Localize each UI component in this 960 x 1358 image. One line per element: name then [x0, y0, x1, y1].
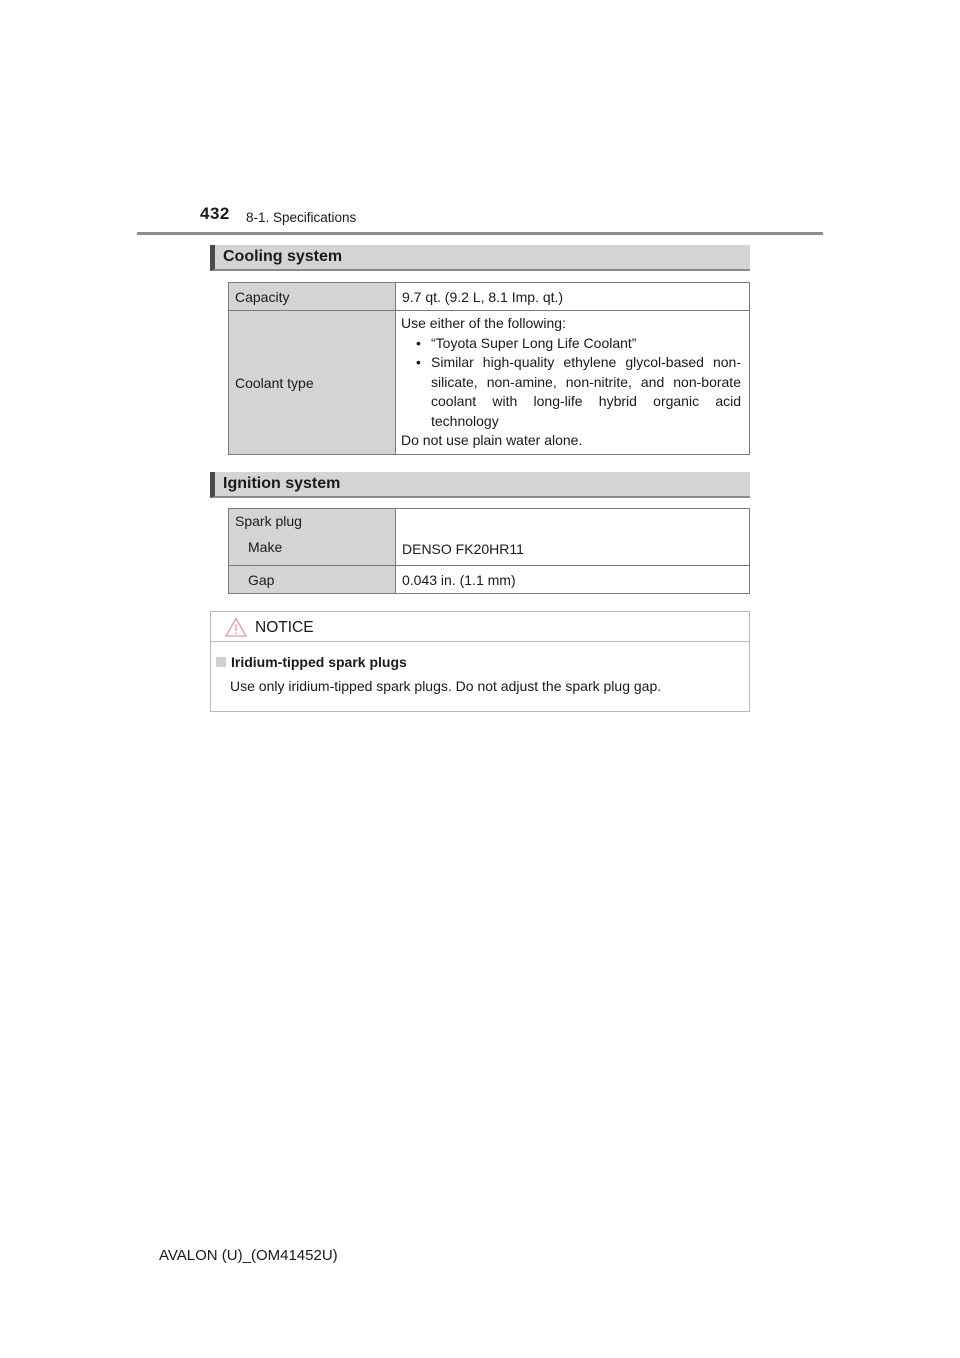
- make-label: Make: [248, 539, 283, 555]
- bullet-square-icon: [216, 657, 226, 667]
- notice-subtitle-text: Iridium-tipped spark plugs: [231, 654, 407, 670]
- ignition-spec-table: [228, 508, 750, 594]
- capacity-label: Capacity: [229, 283, 396, 311]
- table-row: [229, 283, 750, 311]
- coolant-note: Do not use plain water alone.: [401, 432, 583, 449]
- notice-subtitle: [216, 654, 407, 670]
- gap-value: 0.043 in. (1.1 mm): [396, 566, 750, 594]
- coolant-type-label: Coolant type: [229, 311, 396, 455]
- list-item: • “Toyota Super Long Life Coolant”: [401, 334, 741, 354]
- ignition-section-heading: [210, 472, 750, 498]
- table-row: [229, 509, 750, 566]
- notice-box: [210, 611, 750, 712]
- notice-title: NOTICE: [255, 619, 314, 636]
- capacity-value: 9.7 qt. (9.2 L, 8.1 Imp. qt.): [396, 283, 750, 311]
- gap-label: Gap: [248, 571, 275, 588]
- cooling-spec-table: [228, 282, 750, 455]
- footer-model-code: AVALON (U)_(OM41452U): [159, 1247, 338, 1264]
- chapter-title: 8-1. Specifications: [246, 210, 357, 225]
- warning-triangle-icon: [225, 617, 247, 637]
- table-row: [229, 311, 750, 455]
- cooling-section-title: Cooling system: [223, 248, 343, 265]
- table-row: [229, 566, 750, 594]
- list-item: • Similar high-quality ethylene glycol-based non-silicate, non-amine, non-nitrite, and non-borate coolant with long-life hybrid organic acid technology: [401, 353, 741, 431]
- make-value: DENSO FK20HR11: [402, 541, 524, 557]
- header-rule: [137, 232, 823, 235]
- coolant-list: [401, 334, 741, 432]
- spark-plug-label: Spark plug: [235, 513, 302, 529]
- make-value-cell: [396, 509, 750, 566]
- notice-header: [211, 612, 749, 642]
- cooling-section-heading: [210, 245, 750, 271]
- ignition-section-title: Ignition system: [223, 475, 341, 492]
- gap-label-cell: [229, 566, 396, 594]
- spark-plug-cell: [229, 509, 396, 566]
- notice-body: Use only iridium-tipped spark plugs. Do not adjust the spark plug gap.: [230, 678, 662, 694]
- coolant-intro: Use either of the following:: [401, 315, 566, 332]
- coolant-type-value: [396, 311, 750, 455]
- page-number: 432: [200, 204, 230, 223]
